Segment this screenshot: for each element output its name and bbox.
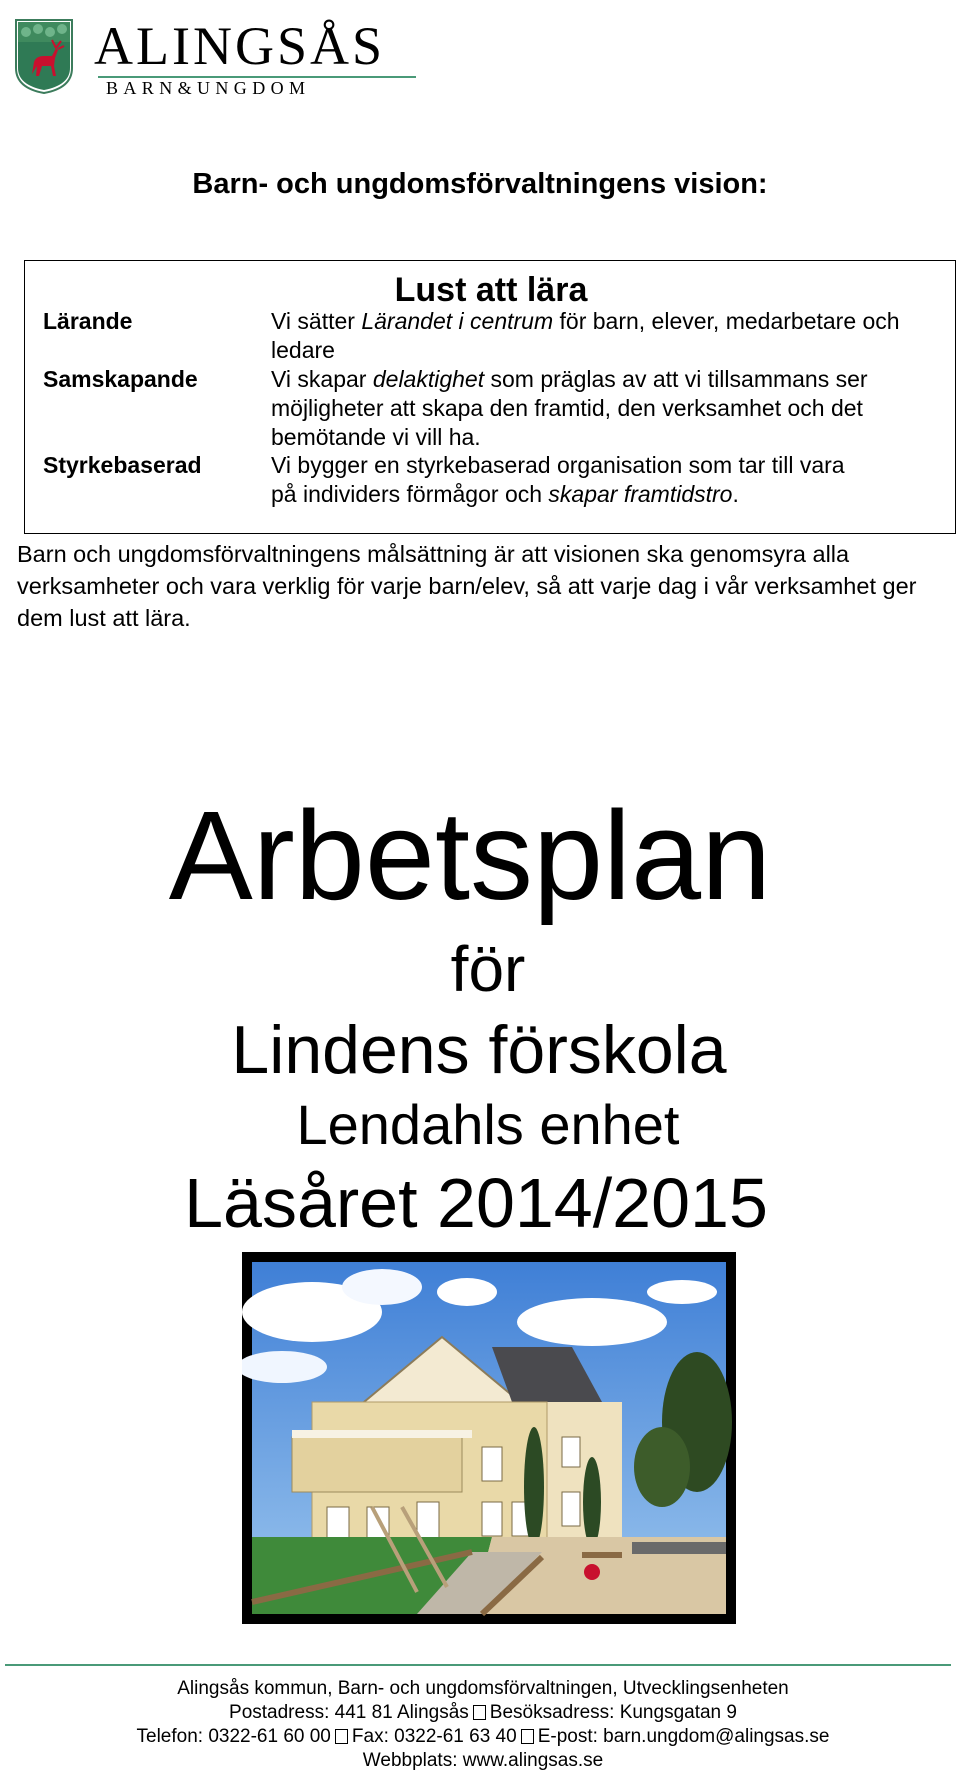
- footer-visit-address: Besöksadress: Kungsgatan 9: [489, 1702, 737, 1723]
- footer-postal-address: Postadress: 441 81 Alingsås: [229, 1702, 469, 1723]
- vision-text-samskapande: Vi skapar delaktighet som präglas av att vi tillsammans ser möjligheter att skapa den framtid, den verksamhet och det bemötande vi vill ha.: [271, 366, 868, 450]
- vision-box: [24, 260, 956, 534]
- separator-icon: [473, 1705, 486, 1720]
- vision-label-samskapande: Samskapande: [43, 366, 198, 392]
- vision-goal-paragraph: Barn och ungdomsförvaltningens målsättning är att visionen ska genomsyra alla verksamheter och vara verklig för varje barn/elev, så att varje dag i vår verksamhet ger dem lust att lära.: [17, 541, 917, 631]
- vision-text-larande: Vi sätter Lärandet i centrum för barn, elever, medarbetare och ledare: [271, 308, 900, 363]
- footer-contact: [0, 1725, 960, 1749]
- cover-for: för: [450, 933, 526, 1005]
- footer-email: E-post: barn.ungdom@alingsas.se: [537, 1726, 830, 1747]
- cover-school-year: Läsåret 2014/2015: [184, 1164, 768, 1242]
- footer-divider: [5, 1664, 951, 1666]
- logo-subtitle: BARN&UNGDOM: [106, 78, 311, 98]
- separator-icon: [335, 1729, 348, 1744]
- footer-organization: Alingsås kommun, Barn- och ungdomsförvaltningen, Utvecklingsenheten: [177, 1678, 789, 1699]
- footer-addresses: [0, 1701, 960, 1725]
- footer-website: Webbplats: www.alingsas.se: [362, 1750, 604, 1771]
- cover-title: Arbetsplan: [168, 785, 772, 926]
- vision-box-title: Lust att lära: [394, 271, 588, 309]
- footer-phone: Telefon: 0322-61 60 00: [136, 1726, 331, 1747]
- vision-label-styrkebaserad: Styrkebaserad: [43, 452, 202, 478]
- preschool-building-photo: [242, 1252, 736, 1624]
- vision-heading: Barn- och ungdomsförvaltningens vision:: [192, 168, 768, 200]
- alingsas-logo: [14, 14, 404, 96]
- vision-text-styrkebaserad: Vi bygger en styrkebaserad organisation som tar till vara på individers förmågor och skapar framtidstro.: [271, 452, 845, 507]
- cover-school-name: Lindens förskola: [231, 1012, 727, 1088]
- logo-title: ALINGSÅS: [94, 16, 386, 76]
- footer-fax: Fax: 0322-61 63 40: [351, 1726, 517, 1747]
- alingsas-crest-icon: [14, 18, 74, 94]
- cover-unit-name: Lendahls enhet: [296, 1093, 680, 1156]
- vision-label-larande: Lärande: [43, 308, 133, 334]
- separator-icon: [521, 1729, 534, 1744]
